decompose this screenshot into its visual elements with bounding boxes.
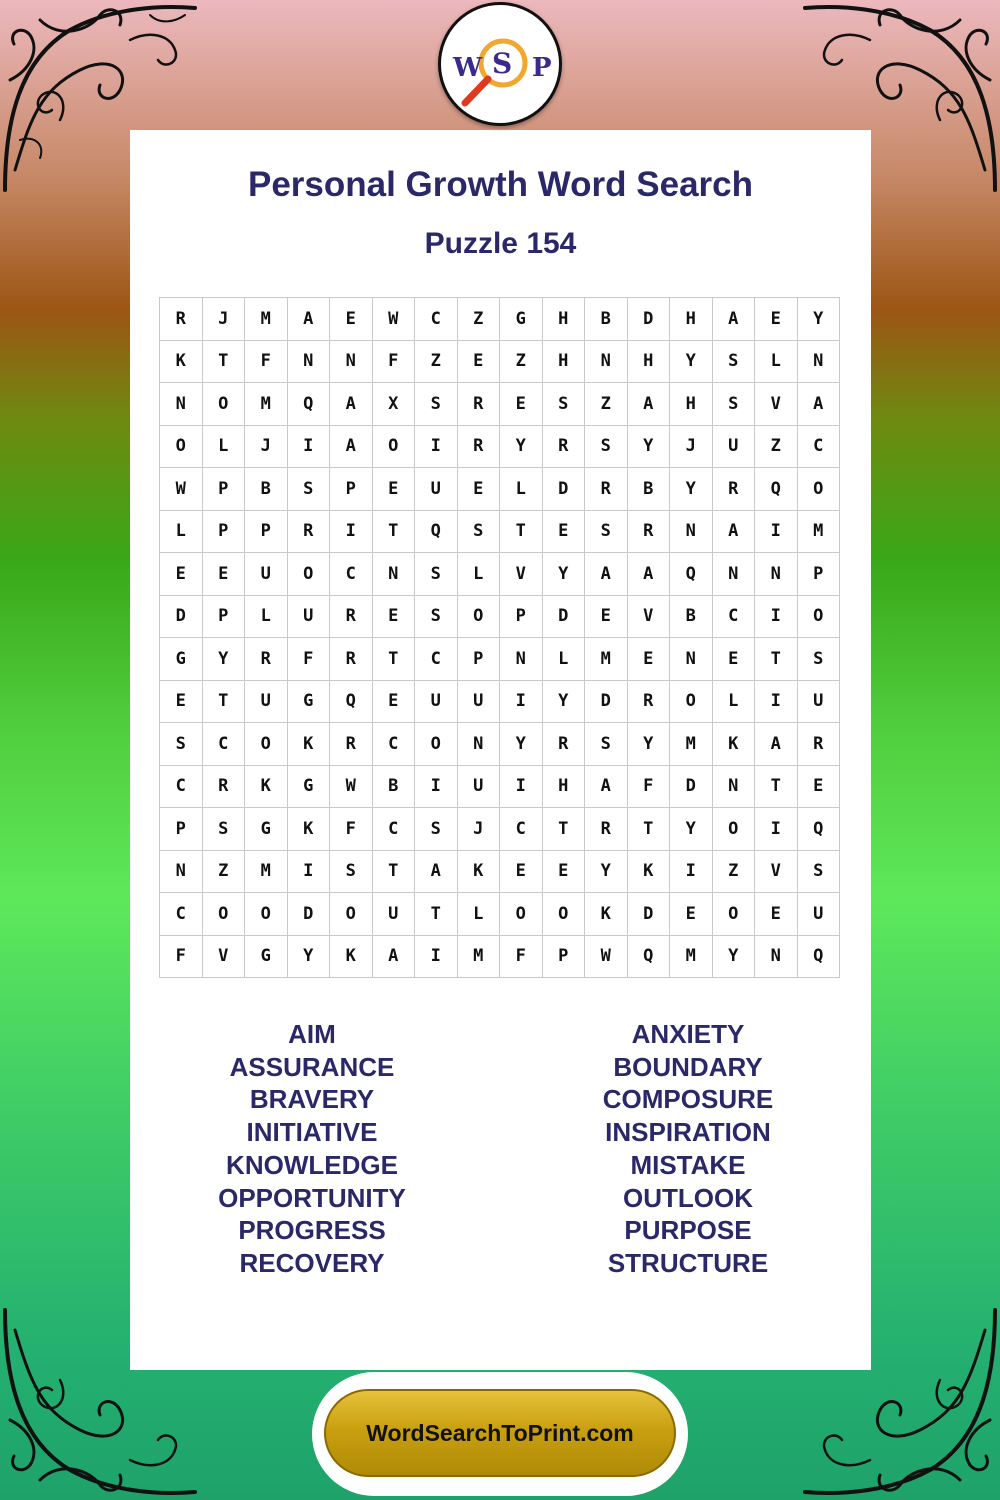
word-list-item: KNOWLEDGE [226,1149,398,1180]
grid-cell[interactable]: P [203,511,246,554]
grid-cell[interactable]: P [203,468,246,511]
grid-cell[interactable]: K [160,341,203,384]
word-list-item: PURPOSE [624,1215,752,1246]
word-list-right [538,1018,838,1280]
grid-cell[interactable]: A [755,723,798,766]
grid-cell[interactable]: R [330,596,373,639]
grid-cell[interactable]: S [458,511,501,554]
grid-cell[interactable]: V [628,596,671,639]
grid-cell[interactable]: O [203,383,246,426]
grid-cell[interactable]: Y [628,723,671,766]
grid-cell[interactable]: N [585,341,628,384]
grid-cell[interactable]: G [500,298,543,341]
grid-cell[interactable]: M [585,638,628,681]
grid-cell[interactable]: U [415,681,458,724]
grid-cell[interactable]: P [245,511,288,554]
grid-cell[interactable]: I [288,851,331,894]
grid-cell[interactable]: A [713,511,756,554]
grid-cell[interactable]: O [330,893,373,936]
grid-cell[interactable]: E [543,511,586,554]
grid-cell[interactable]: R [628,681,671,724]
grid-cell[interactable]: P [543,936,586,979]
word-list-item: PROGRESS [238,1215,386,1246]
grid-cell[interactable]: G [160,638,203,681]
grid-cell[interactable]: M [245,383,288,426]
grid-cell[interactable]: E [500,383,543,426]
grid-cell[interactable]: Z [500,341,543,384]
grid-cell[interactable]: F [330,808,373,851]
grid-cell[interactable]: D [160,596,203,639]
grid-cell[interactable]: V [755,851,798,894]
grid-cell[interactable]: N [713,553,756,596]
grid-cell[interactable]: S [585,426,628,469]
grid-cell[interactable]: C [373,808,416,851]
grid-cell[interactable]: L [713,681,756,724]
site-link-button[interactable]: WordSearchToPrint.com [324,1389,676,1477]
grid-cell[interactable]: R [543,426,586,469]
grid-cell[interactable]: P [458,638,501,681]
grid-cell[interactable]: W [330,766,373,809]
grid-cell[interactable]: P [203,596,246,639]
grid-cell[interactable]: E [160,681,203,724]
grid-cell[interactable]: C [160,893,203,936]
grid-cell[interactable]: K [330,936,373,979]
grid-cell[interactable]: K [288,723,331,766]
grid-cell[interactable]: W [585,936,628,979]
grid-cell[interactable]: E [755,298,798,341]
grid-cell[interactable]: S [203,808,246,851]
grid-cell[interactable]: R [160,298,203,341]
grid-cell[interactable]: C [330,553,373,596]
grid-cell[interactable]: I [755,511,798,554]
grid-cell[interactable]: R [628,511,671,554]
grid-cell[interactable]: L [458,553,501,596]
grid-cell[interactable]: E [458,341,501,384]
grid-cell[interactable]: U [415,468,458,511]
grid-cell[interactable]: J [670,426,713,469]
grid-cell[interactable]: J [203,298,246,341]
grid-cell[interactable]: Y [798,298,841,341]
grid-cell[interactable]: O [458,596,501,639]
grid-cell[interactable]: A [415,851,458,894]
grid-cell[interactable]: A [585,553,628,596]
grid-cell[interactable]: M [670,936,713,979]
grid-cell[interactable]: H [543,341,586,384]
grid-cell[interactable]: Q [755,468,798,511]
grid-cell[interactable]: K [288,808,331,851]
word-list-item: STRUCTURE [607,1247,769,1278]
grid-cell[interactable]: N [373,553,416,596]
grid-cell[interactable]: S [160,723,203,766]
grid-cell[interactable]: U [373,893,416,936]
grid-cell[interactable]: Z [415,341,458,384]
grid-cell[interactable]: E [500,851,543,894]
grid-cell[interactable]: E [373,681,416,724]
grid-cell[interactable]: B [585,298,628,341]
grid-cell[interactable]: W [160,468,203,511]
grid-cell[interactable]: U [458,766,501,809]
grid-cell[interactable]: H [670,383,713,426]
grid-cell[interactable]: U [713,426,756,469]
grid-cell[interactable]: N [160,383,203,426]
grid-cell[interactable]: E [373,596,416,639]
grid-cell[interactable]: S [798,851,841,894]
grid-cell[interactable]: J [458,808,501,851]
grid-cell[interactable]: U [798,681,841,724]
grid-cell[interactable]: R [585,808,628,851]
grid-cell[interactable]: I [755,808,798,851]
grid-cell[interactable]: R [288,511,331,554]
grid-cell[interactable]: P [798,553,841,596]
grid-cell[interactable]: O [415,723,458,766]
grid-cell[interactable]: N [330,341,373,384]
grid-cell[interactable]: K [713,723,756,766]
grid-cell[interactable]: G [245,936,288,979]
grid-cell[interactable]: R [585,468,628,511]
grid-cell[interactable]: O [500,893,543,936]
word-list-item: ASSURANCE [229,1051,395,1082]
grid-cell[interactable]: Q [798,808,841,851]
grid-cell[interactable]: Z [203,851,246,894]
grid-cell[interactable]: C [203,723,246,766]
grid-cell[interactable]: L [160,511,203,554]
grid-cell[interactable]: I [755,681,798,724]
grid-cell[interactable]: C [415,298,458,341]
grid-cell[interactable]: O [543,893,586,936]
word-list-item: BOUNDARY [613,1051,763,1082]
word-list-item: INITIATIVE [246,1117,378,1148]
grid-cell[interactable]: P [500,596,543,639]
grid-cell[interactable]: B [670,596,713,639]
grid-cell[interactable]: H [543,298,586,341]
grid-cell[interactable]: H [543,766,586,809]
grid-cell[interactable]: S [415,553,458,596]
grid-cell[interactable]: M [458,936,501,979]
grid-cell[interactable]: L [500,468,543,511]
grid-cell[interactable]: I [755,596,798,639]
grid-cell[interactable]: S [713,341,756,384]
grid-cell[interactable]: Z [458,298,501,341]
grid-cell[interactable]: O [713,808,756,851]
grid-cell[interactable]: Y [713,936,756,979]
site-logo[interactable] [438,2,562,126]
grid-cell[interactable]: K [585,893,628,936]
grid-cell[interactable]: F [373,341,416,384]
grid-cell[interactable]: E [458,468,501,511]
word-list-left [162,1018,462,1280]
letter-grid [159,297,840,978]
logo-letter-s: S [492,47,513,80]
grid-cell[interactable]: C [500,808,543,851]
grid-cell[interactable]: O [203,893,246,936]
grid-cell[interactable]: S [415,383,458,426]
grid-cell[interactable]: A [628,383,671,426]
grid-cell[interactable]: R [458,383,501,426]
grid-cell[interactable]: Y [203,638,246,681]
grid-cell[interactable]: O [713,893,756,936]
grid-cell[interactable]: D [288,893,331,936]
grid-cell[interactable]: O [245,893,288,936]
grid-cell[interactable]: K [245,766,288,809]
grid-cell[interactable]: X [373,383,416,426]
grid-cell[interactable]: N [160,851,203,894]
grid-cell[interactable]: T [500,511,543,554]
grid-cell[interactable]: O [288,553,331,596]
grid-cell[interactable]: Y [543,681,586,724]
grid-cell[interactable]: T [373,638,416,681]
grid-cell[interactable]: I [415,936,458,979]
grid-cell[interactable]: Y [585,851,628,894]
grid-cell[interactable]: I [500,681,543,724]
grid-cell[interactable]: R [245,638,288,681]
grid-cell[interactable]: Y [628,426,671,469]
grid-cell[interactable]: N [713,766,756,809]
grid-cell[interactable]: R [203,766,246,809]
grid-cell[interactable]: V [500,553,543,596]
grid-cell[interactable]: G [288,681,331,724]
grid-cell[interactable]: B [628,468,671,511]
grid-cell[interactable]: N [670,511,713,554]
grid-cell[interactable]: N [288,341,331,384]
grid-cell[interactable]: O [160,426,203,469]
grid-cell[interactable]: D [628,298,671,341]
grid-cell[interactable]: Q [415,511,458,554]
grid-cell[interactable]: A [330,383,373,426]
grid-cell[interactable]: C [160,766,203,809]
grid-cell[interactable]: E [798,766,841,809]
grid-cell[interactable]: P [330,468,373,511]
grid-cell[interactable]: M [798,511,841,554]
grid-cell[interactable]: S [330,851,373,894]
grid-cell[interactable]: O [798,468,841,511]
grid-cell[interactable]: U [798,893,841,936]
grid-cell[interactable]: L [755,341,798,384]
grid-cell[interactable]: R [330,638,373,681]
word-list-item: AIM [288,1019,336,1049]
grid-cell[interactable]: N [755,553,798,596]
grid-cell[interactable]: N [755,936,798,979]
grid-cell[interactable]: R [458,426,501,469]
word-list-item: RECOVERY [239,1247,385,1278]
grid-cell[interactable]: E [628,638,671,681]
grid-cell[interactable]: P [160,808,203,851]
grid-cell[interactable]: Z [713,851,756,894]
puzzle-card [130,130,871,1370]
grid-cell[interactable]: G [245,808,288,851]
grid-cell[interactable]: I [415,426,458,469]
grid-cell[interactable]: A [585,766,628,809]
grid-cell[interactable]: R [713,468,756,511]
grid-cell[interactable]: E [543,851,586,894]
grid-cell[interactable]: O [798,596,841,639]
grid-cell[interactable]: T [373,511,416,554]
grid-cell[interactable]: C [713,596,756,639]
grid-cell[interactable]: S [288,468,331,511]
grid-cell[interactable]: A [373,936,416,979]
grid-cell[interactable]: A [713,298,756,341]
logo-letter-p: P [532,53,552,83]
grid-cell[interactable]: D [585,681,628,724]
grid-cell[interactable]: O [245,723,288,766]
grid-cell[interactable]: I [330,511,373,554]
grid-cell[interactable]: N [798,341,841,384]
grid-cell[interactable]: N [500,638,543,681]
grid-cell[interactable]: I [500,766,543,809]
grid-cell[interactable]: U [245,553,288,596]
grid-cell[interactable]: O [373,426,416,469]
grid-cell[interactable]: Y [500,723,543,766]
grid-cell[interactable]: F [160,936,203,979]
word-list-item: MISTAKE [630,1149,746,1180]
grid-cell[interactable]: Y [500,426,543,469]
grid-cell[interactable]: A [798,383,841,426]
grid-cell[interactable]: E [755,893,798,936]
grid-cell[interactable]: N [670,638,713,681]
puzzle-number: Puzzle 154 [424,227,577,260]
grid-cell[interactable]: S [543,383,586,426]
grid-cell[interactable]: F [500,936,543,979]
word-list-item: COMPOSURE [602,1084,774,1115]
grid-cell[interactable]: D [670,766,713,809]
grid-cell[interactable]: H [628,341,671,384]
word-list-item: INSPIRATION [605,1117,771,1148]
grid-cell[interactable]: E [203,553,246,596]
grid-cell[interactable]: T [415,893,458,936]
grid-cell[interactable]: T [203,681,246,724]
grid-cell[interactable]: D [628,893,671,936]
grid-cell[interactable]: Q [288,383,331,426]
grid-cell[interactable]: E [670,893,713,936]
grid-cell[interactable]: A [330,426,373,469]
grid-cell[interactable]: Z [755,426,798,469]
grid-cell[interactable]: F [245,341,288,384]
grid-cell[interactable]: M [245,851,288,894]
word-list-item: OPPORTUNITY [218,1182,406,1213]
grid-cell[interactable]: R [798,723,841,766]
grid-cell[interactable]: W [373,298,416,341]
grid-cell[interactable]: Q [670,553,713,596]
grid-cell[interactable]: T [373,851,416,894]
grid-cell[interactable]: S [585,511,628,554]
grid-cell[interactable]: G [288,766,331,809]
grid-cell[interactable]: A [288,298,331,341]
grid-cell[interactable]: Z [585,383,628,426]
grid-cell[interactable]: T [755,638,798,681]
grid-cell[interactable]: L [458,893,501,936]
grid-cell[interactable]: U [288,596,331,639]
grid-cell[interactable]: T [628,808,671,851]
grid-cell[interactable]: K [628,851,671,894]
grid-cell[interactable]: E [330,298,373,341]
grid-cell[interactable]: E [160,553,203,596]
grid-cell[interactable]: R [543,723,586,766]
grid-cell[interactable]: S [415,596,458,639]
grid-cell[interactable]: Y [670,468,713,511]
grid-cell[interactable]: B [373,766,416,809]
word-list-item: BRAVERY [249,1084,375,1115]
grid-cell[interactable]: O [670,681,713,724]
grid-cell[interactable]: T [203,341,246,384]
grid-cell[interactable]: T [755,766,798,809]
grid-cell[interactable]: E [585,596,628,639]
grid-cell[interactable]: A [628,553,671,596]
grid-cell[interactable]: Y [670,341,713,384]
grid-cell[interactable]: C [798,426,841,469]
grid-cell[interactable]: Q [798,936,841,979]
grid-cell[interactable]: E [713,638,756,681]
grid-cell[interactable]: L [543,638,586,681]
grid-cell[interactable]: L [245,596,288,639]
site-link-frame [312,1372,688,1496]
grid-cell[interactable]: L [203,426,246,469]
logo-letter-w: W [453,53,483,83]
grid-cell[interactable]: I [670,851,713,894]
grid-cell[interactable]: Q [330,681,373,724]
grid-cell[interactable]: U [458,681,501,724]
grid-cell[interactable]: B [245,468,288,511]
grid-cell[interactable]: V [203,936,246,979]
grid-cell[interactable]: R [330,723,373,766]
grid-cell[interactable]: H [670,298,713,341]
grid-cell[interactable]: N [458,723,501,766]
grid-cell[interactable]: M [245,298,288,341]
grid-cell[interactable]: Y [670,808,713,851]
grid-cell[interactable]: S [585,723,628,766]
word-list-item: OUTLOOK [623,1182,753,1213]
grid-cell[interactable]: M [670,723,713,766]
grid-cell[interactable]: I [415,766,458,809]
grid-cell[interactable]: J [245,426,288,469]
grid-cell[interactable]: Y [288,936,331,979]
grid-cell[interactable]: Q [628,936,671,979]
grid-cell[interactable]: C [373,723,416,766]
grid-cell[interactable]: I [288,426,331,469]
grid-cell[interactable]: S [415,808,458,851]
grid-cell[interactable]: U [245,681,288,724]
grid-cell[interactable]: D [543,468,586,511]
grid-cell[interactable]: T [543,808,586,851]
grid-cell[interactable]: K [458,851,501,894]
grid-cell[interactable]: C [415,638,458,681]
grid-cell[interactable]: E [373,468,416,511]
grid-cell[interactable]: F [288,638,331,681]
grid-cell[interactable]: D [543,596,586,639]
grid-cell[interactable]: S [798,638,841,681]
grid-cell[interactable]: Y [543,553,586,596]
grid-cell[interactable]: V [755,383,798,426]
word-list-item: ANXIETY [631,1019,745,1049]
grid-cell[interactable]: F [628,766,671,809]
grid-cell[interactable]: S [713,383,756,426]
page-title: Personal Growth Word Search [247,165,754,204]
